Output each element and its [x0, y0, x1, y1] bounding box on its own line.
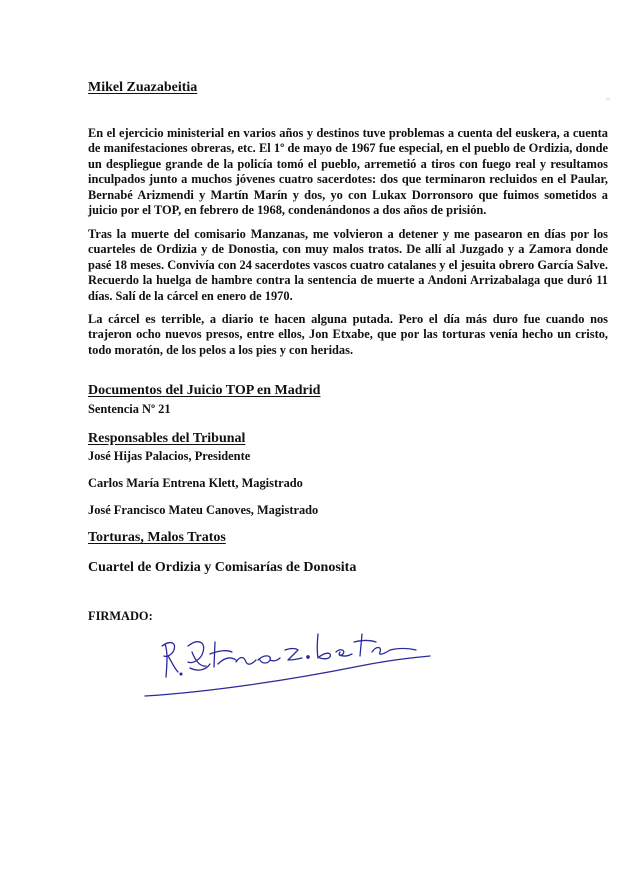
paragraph-ministry: En el ejercicio ministerial en varios años y destinos tuve problemas a cuenta del euskera, a cuenta de manifestaciones obreras, etc. El 1º de mayo de 1967 fue especial, en el pueblo de Ordizia, donde un despliegue grande de la policía tomó el pueblo, arremetió a tiros con fuego real y resultamos inculpados junto a muchos jóvenes cuatro sacerdotes: dos que terminaron recluidos en el Paular, Bernabé Arizmendi y Martín Marín y dos, yo con Lukax Dorronsoro que fuimos sometidos a juicio por el TOP, en febrero de 1968, condenándonos a dos años de prisión. — [88, 126, 608, 218]
scan-speck — [606, 98, 610, 100]
tribunal-member: José Hijas Palacios, Presidente — [88, 449, 251, 463]
torture-location: Cuartel de Ordizia y Comisarías de Donosita — [88, 560, 357, 575]
trial-docs-heading: Documentos del Juicio TOP en Madrid — [88, 383, 321, 398]
handwritten-signature — [140, 622, 440, 702]
torture-heading: Torturas, Malos Tratos — [88, 530, 226, 545]
sentence-number: Sentencia Nº 21 — [88, 402, 171, 416]
author-heading: Mikel Zuazabeitia — [88, 80, 198, 95]
tribunal-heading: Responsables del Tribunal — [88, 431, 246, 446]
tribunal-member: Carlos María Entrena Klett, Magistrado — [88, 476, 303, 490]
paragraph-prison: La cárcel es terrible, a diario te hacen alguna putada. Pero el día más duro fue cuando nos trajeron ocho nuevos presos, entre ellos, Jon Etxabe, que por las torturas venía hecho un cristo, todo moratón, de los pelos a los pies y con heridas. — [88, 312, 608, 357]
paragraph-detention: Tras la muerte del comisario Manzanas, me volvieron a detener y me pasearon en días por los cuarteles de Ordizia y de Donostia, con muy malos tratos. De allí al Juzgado y a Zamora donde pasé 18 meses. Convivía con 24 sacerdotes vascos cuatro catalanes y el jesuita obrero García Salve. Recuerdo la huelga de hambre contra la sentencia de muerte a Andoni Arrizabalaga que duró 11 días. Salí de la cárcel en enero de 1970. — [88, 227, 608, 303]
tribunal-member: José Francisco Mateu Canoves, Magistrado — [88, 503, 319, 517]
signed-label: FIRMADO: — [88, 609, 153, 623]
